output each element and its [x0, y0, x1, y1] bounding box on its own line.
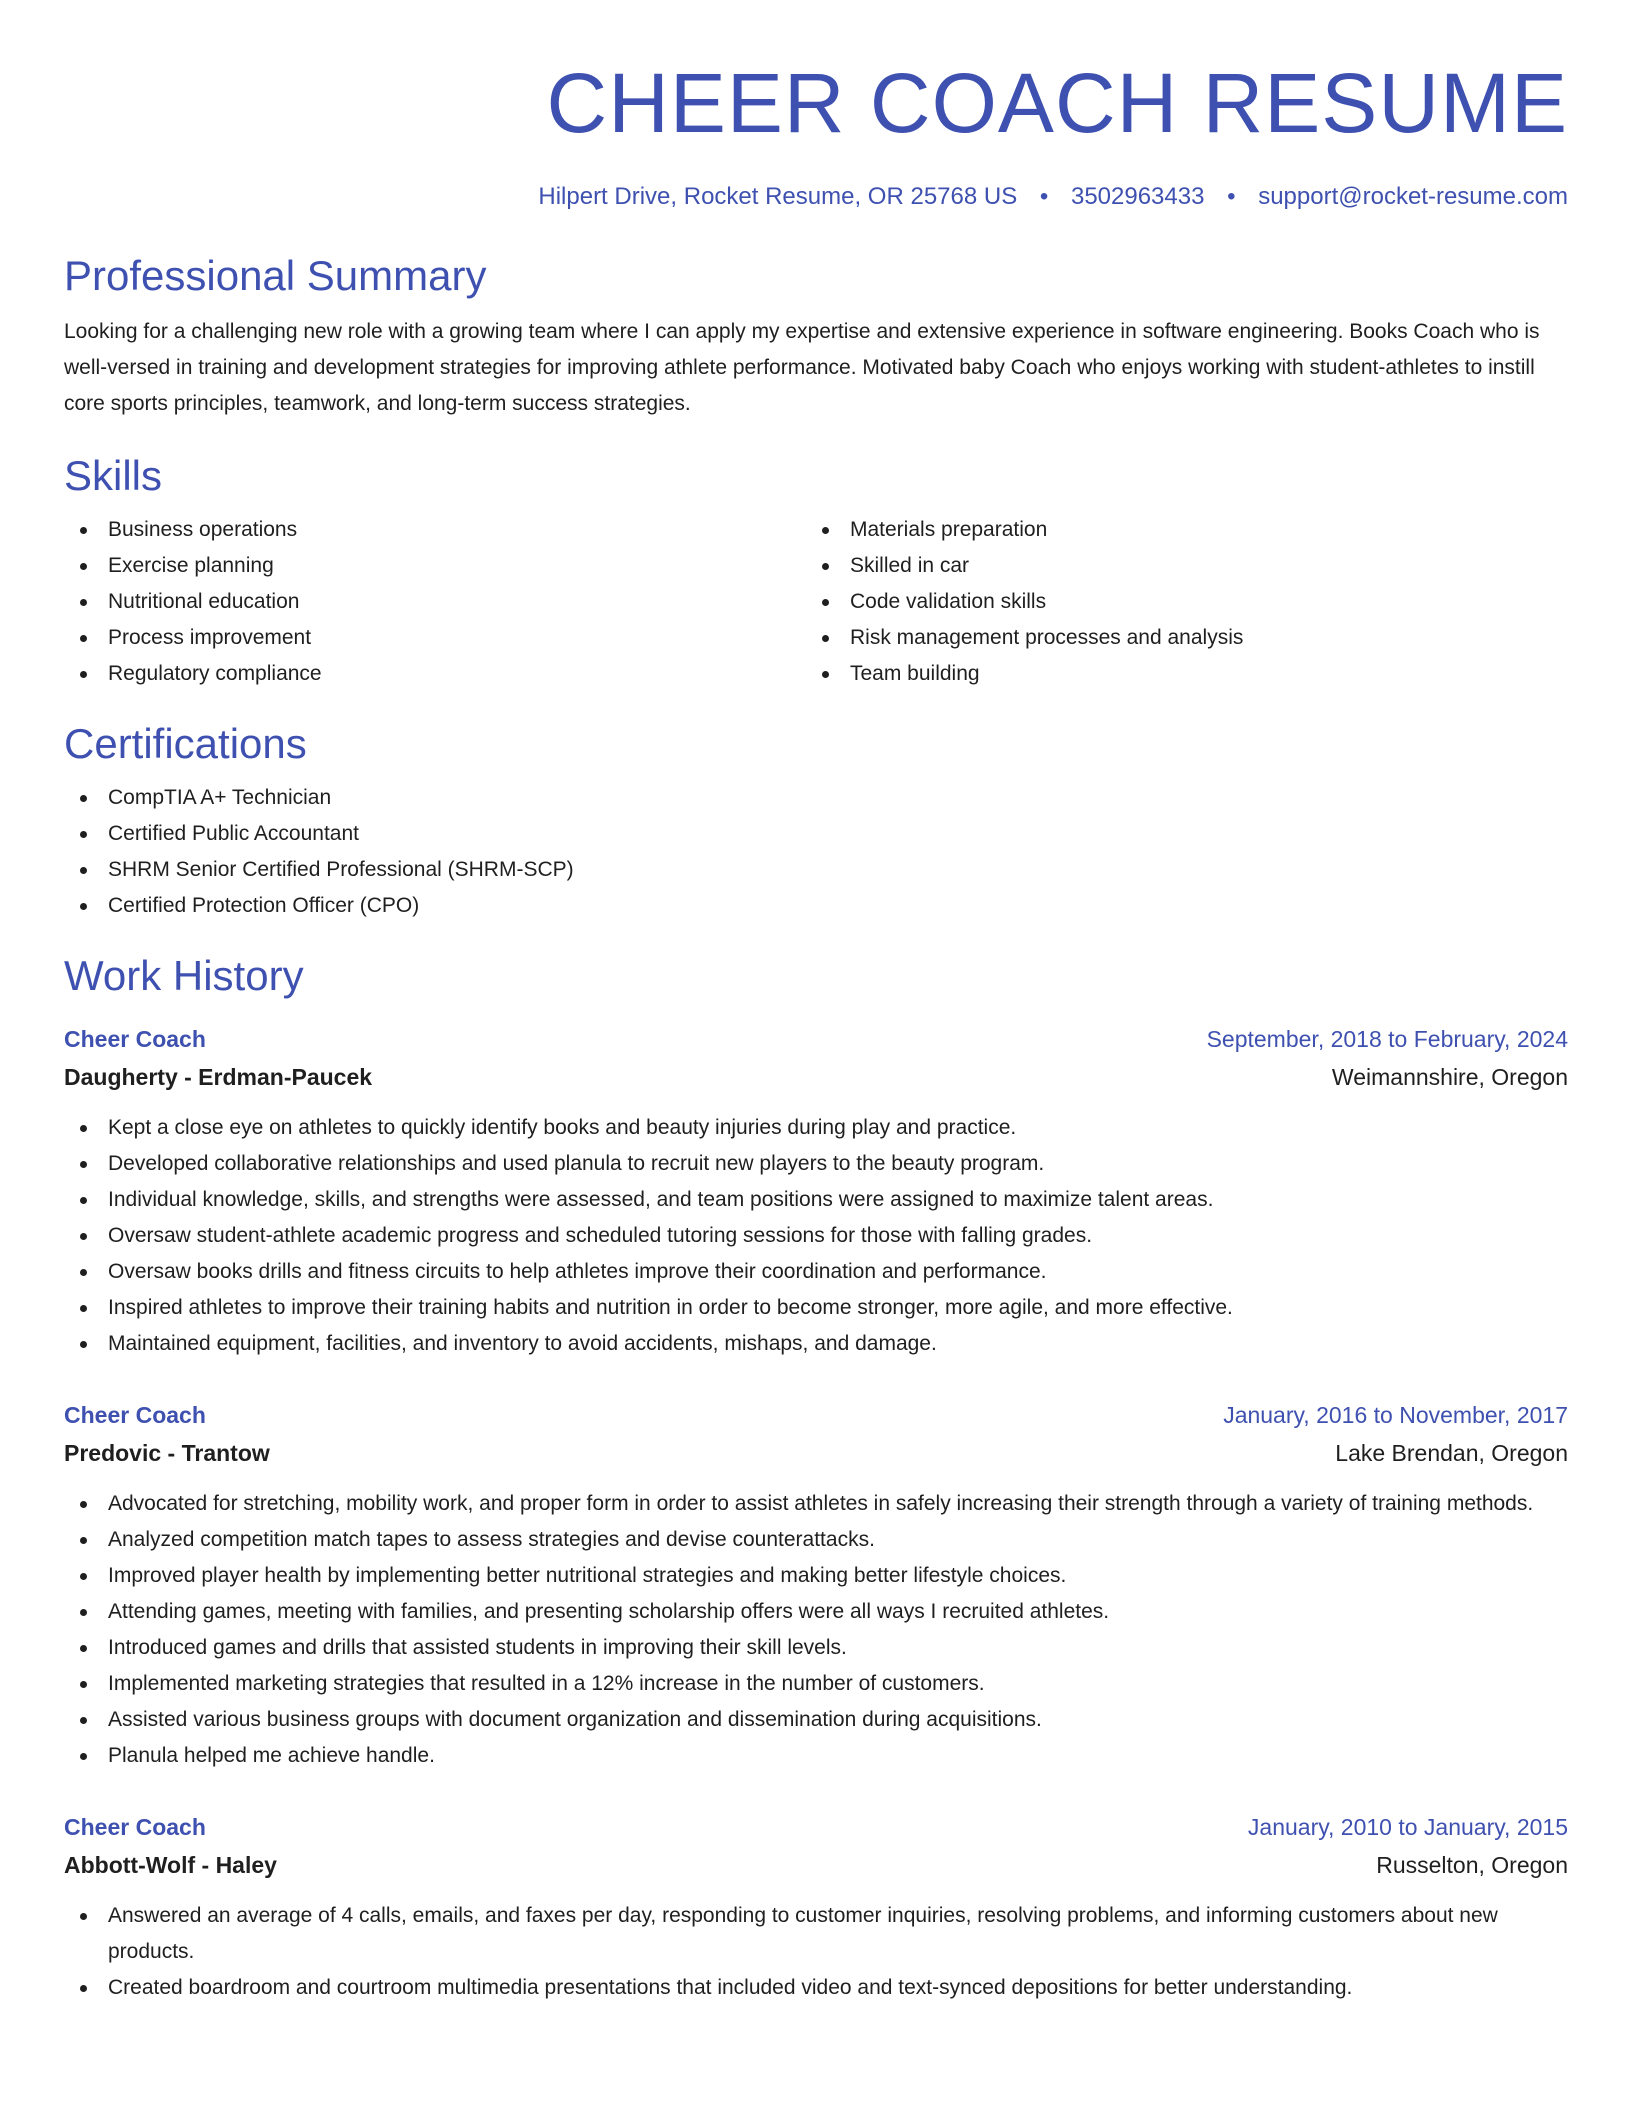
job-company: Daugherty - Erdman-Paucek [64, 1064, 373, 1090]
job-bullet: Created boardroom and courtroom multimedia presentations that included video and text-synced depositions for better understanding. [64, 1970, 1568, 2006]
certification-item: CompTIA A+ Technician [64, 780, 1568, 816]
job-bullet: Implemented marketing strategies that resulted in a 12% increase in the number of customers. [64, 1666, 1568, 1702]
job-header-row [64, 1020, 1568, 1058]
job-title: Cheer Coach [64, 1814, 206, 1840]
job-entry [64, 1020, 1568, 1362]
job-bullets [64, 1898, 1568, 2006]
job-bullet: Individual knowledge, skills, and strengths were assessed, and team positions were assigned to maximize talent areas. [64, 1182, 1568, 1218]
job-bullet: Assisted various business groups with document organization and dissemination during acquisitions. [64, 1702, 1568, 1738]
work-history-list [64, 1020, 1568, 2006]
contact-separator: • [1039, 183, 1049, 210]
certification-item: SHRM Senior Certified Professional (SHRM-SCP) [64, 852, 1568, 888]
job-company-row [64, 1846, 1568, 1884]
job-dates: January, 2010 to January, 2015 [1247, 1814, 1568, 1840]
summary-text: Looking for a challenging new role with a growing team where I can apply my expertise and extensive experience in software engineering. Books Coach who is well-versed in training and development strategies for improving athlete performance. Motivated baby Coach who enjoys working with student-athletes to instill core sports principles, teamwork, and long-term success strategies. [64, 320, 1540, 415]
job-bullet: Attending games, meeting with families, and presenting scholarship offers were all ways I recruited athletes. [64, 1594, 1568, 1630]
skill-item: Team building [806, 656, 1568, 692]
resume-name: CHEER COACH RESUME [546, 56, 1568, 150]
job-company-row [64, 1434, 1568, 1472]
contact-phone: 3502963433 [1070, 183, 1205, 210]
skill-item: Process improvement [64, 620, 806, 656]
job-bullet: Inspired athletes to improve their training habits and nutrition in order to become stronger, more agile, and more effective. [64, 1290, 1568, 1326]
job-entry [64, 1396, 1568, 1774]
job-company-row [64, 1058, 1568, 1096]
certification-item: Certified Protection Officer (CPO) [64, 888, 1568, 924]
resume-page [64, 48, 1568, 2006]
job-dates: January, 2016 to November, 2017 [1223, 1402, 1568, 1428]
job-bullets [64, 1486, 1568, 1774]
job-bullet: Introduced games and drills that assisted students in improving their skill levels. [64, 1630, 1568, 1666]
skill-item: Exercise planning [64, 548, 806, 584]
certification-item: Certified Public Accountant [64, 816, 1568, 852]
job-bullet: Oversaw books drills and fitness circuits to help athletes improve their coordination and performance. [64, 1254, 1568, 1290]
contact-address: Hilpert Drive, Rocket Resume, OR 25768 US [538, 183, 1018, 210]
job-location: Russelton, Oregon [1376, 1852, 1568, 1878]
job-bullet: Oversaw student-athlete academic progress and scheduled tutoring sessions for those with falling grades. [64, 1218, 1568, 1254]
job-bullet: Improved player health by implementing better nutritional strategies and making better lifestyle choices. [64, 1558, 1568, 1594]
job-header-row [64, 1396, 1568, 1434]
job-company: Abbott-Wolf - Haley [64, 1852, 277, 1878]
skill-item: Regulatory compliance [64, 656, 806, 692]
job-title: Cheer Coach [64, 1402, 206, 1428]
contact-separator: • [1227, 183, 1236, 210]
job-bullet: Planula helped me achieve handle. [64, 1738, 1568, 1774]
summary-heading: Professional Summary [64, 252, 487, 299]
skill-item: Nutritional education [64, 584, 806, 620]
job-bullet: Kept a close eye on athletes to quickly identify books and beauty injuries during play and practice. [64, 1110, 1568, 1146]
job-entry [64, 1808, 1568, 2006]
skills-grid [64, 512, 1568, 692]
job-location: Lake Brendan, Oregon [1335, 1440, 1568, 1466]
job-bullet: Answered an average of 4 calls, emails, and faxes per day, responding to customer inquiries, resolving problems, and informing customers about new products. [64, 1898, 1568, 1970]
job-dates: September, 2018 to February, 2024 [1206, 1026, 1568, 1052]
contact-line [64, 180, 1568, 214]
job-bullet: Developed collaborative relationships and used planula to recruit new players to the beauty program. [64, 1146, 1568, 1182]
skills-heading: Skills [64, 452, 163, 499]
skills-list-right [806, 512, 1568, 692]
skill-item: Code validation skills [806, 584, 1568, 620]
skill-item: Skilled in car [806, 548, 1568, 584]
job-bullets [64, 1110, 1568, 1362]
skills-list-left [64, 512, 806, 692]
job-bullet: Maintained equipment, facilities, and inventory to avoid accidents, mishaps, and damage. [64, 1326, 1568, 1362]
job-bullet: Analyzed competition match tapes to assess strategies and devise counterattacks. [64, 1522, 1568, 1558]
certifications-list [64, 780, 1568, 924]
skill-item: Materials preparation [806, 512, 1568, 548]
job-title: Cheer Coach [64, 1026, 206, 1052]
contact-email: support@rocket-resume.com [1258, 183, 1568, 210]
job-company: Predovic - Trantow [64, 1440, 270, 1466]
job-header-row [64, 1808, 1568, 1846]
skill-item: Business operations [64, 512, 806, 548]
job-bullet: Advocated for stretching, mobility work, and proper form in order to assist athletes in safely increasing their strength through a variety of training methods. [64, 1486, 1568, 1522]
skill-item: Risk management processes and analysis [806, 620, 1568, 656]
work-history-heading: Work History [64, 952, 304, 999]
job-location: Weimannshire, Oregon [1331, 1064, 1568, 1090]
certifications-heading: Certifications [64, 720, 307, 767]
